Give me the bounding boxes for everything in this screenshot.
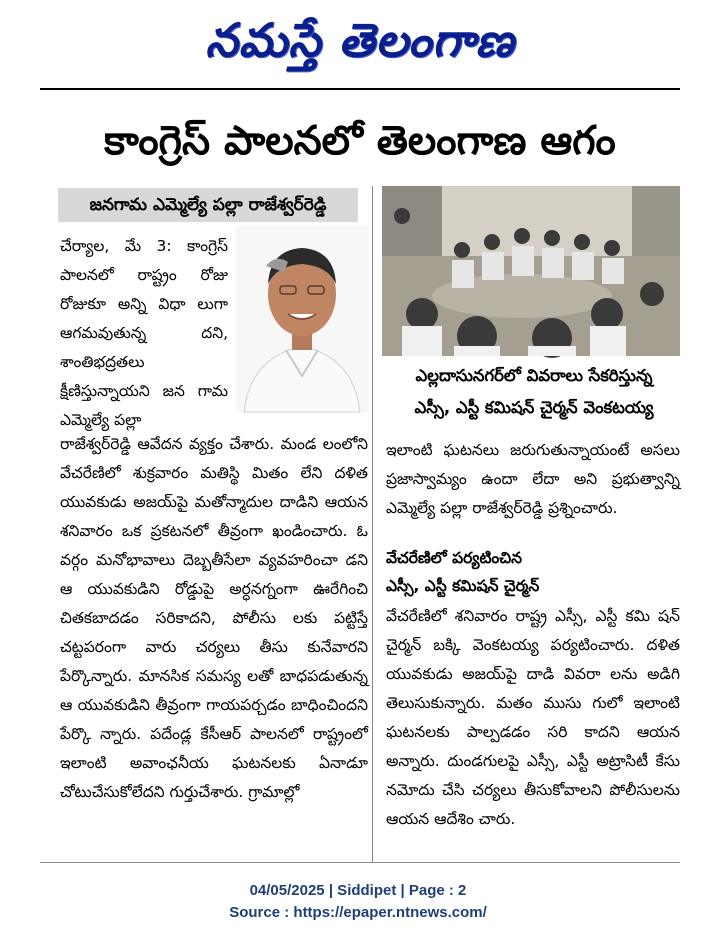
article-bottom-rule [40,862,680,863]
masthead-logo: నమస్తే తెలంగాణ [205,13,515,67]
article-paragraph-1: చేర్యాల, మే 3: కాంగ్రెస్ పాలనలో రాష్ట్రం రోజు రోజుకూ అన్ని విధా లుగా ఆగమవుతున్న దని, శాంతిభద్రతలు క్షీణిస్తున్నాయని జన గామ ఎమ్మెల్యే పల్లా [60,237,228,429]
photo-caption [388,360,680,426]
article-byline: జనగామ ఎమ్మెల్యే పల్లా రాజేశ్వర్‌రెడ్డి [58,188,358,222]
footer-source-link[interactable]: Source : https://epaper.ntnews.com/ [229,904,487,921]
column-divider [372,186,373,862]
article-paragraph-2: రాజేశ్వర్‌రెడ్డి ఆవేదన వ్యక్తం చేశారు. మండ లంలోని వేచరేణిలో శుక్రవారం మతిస్థి మితం లేని దళిత యువకుడు అజయ్‌పై మతోన్మాదుల దాడిని ఆయన శనివారం ఒక ప్రకటనలో తీవ్రంగా ఖండించారు. ఓ వర్గం మనోభావాలు దెబ్బతీసేలా వ్యవహరించా డని ఆ యువకుడిని రోడ్డుపై అర్ధనగ్నంగా ఊరేగించి చితకబాదడం సరికాదని, పోలీసు లకు పట్టిస్తే చట్టపరంగా వారు చర్యలు తీసు కునేవారని పేర్కొన్నారు. మానసిక సమస్య లతో బాధపడుతున్న ఆ యువకుడిని తీవ్రంగా గాయపర్చడం బాధించిందని పేర్కొ న్నారు. పదేండ్ల కేసీఆర్ పాలనలో రాష్ట్రంలో ఇలాంటి అవాంఛనీయ ఘటనలకు ఏనాడూ చోటుచేసుకోలేదని గుర్తుచేశారు. గ్రామాల్లో [60,435,368,801]
footer-date-edition: 04/05/2025 | Siddipet | Page : 2 [249,882,467,899]
portrait-photo [236,226,368,412]
article-paragraph-3: ఇలాంటి ఘటనలు జరుగుతున్నాయంటే అసలు ప్రజాస్వామ్యం ఉందా లేదా అని ప్రభుత్వాన్ని ఎమ్మెల్యే పల్లా రాజేశ్వర్‌రెడ్డి ప్రశ్నించారు. [386,441,680,517]
header-divider [40,88,680,90]
article-headline: కాంగ్రెస్ పాలనలో తెలంగాణ ఆగం [104,118,616,164]
meeting-photo [382,186,680,356]
article-paragraph-4: వేచరేణిలో శనివారం రాష్ట్ర ఎస్సీ, ఎస్టీ కమి షన్ చైర్మన్ బక్కి వెంకటయ్య పర్యటించారు. దళిత యువకుడు అజయ్‌పై దాడి వివరా లను అడిగి తెలుసుకున్నారు. మతం ముసు గులో ఇలాంటి ఘటనలకు పాల్పడడం సరి కాదని ఆయన అన్నారు. దుండగులపై ఎస్సీ, ఎస్టీ అట్రాసిటీ కేసు నమోదు చేసి చర్యలు తీసుకోవాలని పోలీసులను ఆయన ఆదేశిం చారు. [386,607,680,828]
caption-line-2: ఎస్సీ, ఎస్టీ కమిషన్ చైర్మన్ వెంకటయ్య [414,398,654,417]
caption-line-1: ఎల్లదాసునగర్‌లో వివరాలు సేకరిస్తున్న [415,366,653,385]
footer [0,880,716,924]
subheading-2: ఎస్సీ, ఎస్టీ కమిషన్ చైర్మన్ [386,577,540,595]
subheading-1: వేచరేణిలో పర్యటించిన [386,549,523,567]
